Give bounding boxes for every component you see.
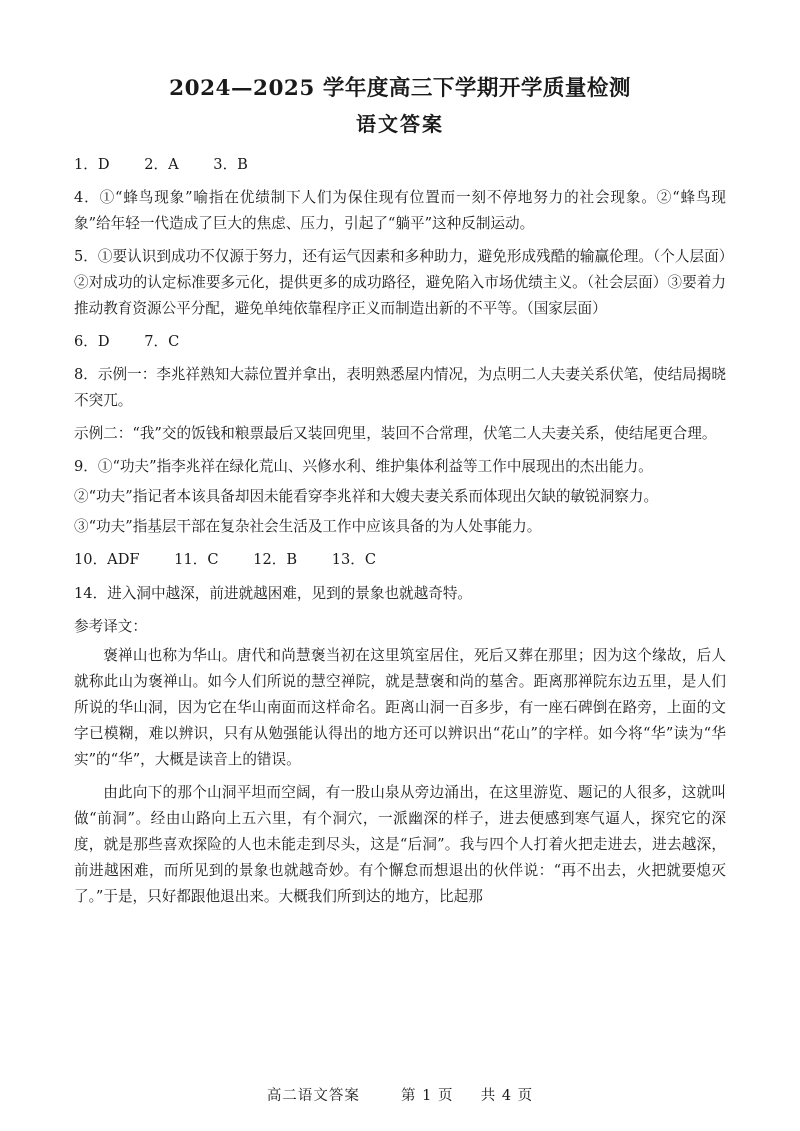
answer-q8-line2: 示例二：“我”交的饭钱和粮票最后又装回兜里，装回不合常理，伏笔二人夫妻关系，使结尾更合理。 (74, 425, 717, 443)
answer-q14: 14．进入洞中越深，前进就越困难，见到的景象也就越奇特。 (74, 584, 473, 602)
answer-item: 13．C (331, 551, 377, 569)
answer-item: 10．ADF (74, 551, 140, 569)
answer-item: 12．B (253, 551, 298, 569)
answer-item: 11．C (174, 551, 219, 569)
footer-page-number: 第 1 页 (401, 1088, 454, 1104)
answer-item: 7．C (144, 333, 180, 351)
translation-paragraph-2: 由此向下的那个山洞平坦而空阔，有一股山泉从旁边涌出，在这里游览、题记的人很多，这就叫做“前洞”。经由山路向上五六里，有个洞穴，一派幽深的样子，进去便感到寒气逼人，探究它的深度，就是那些喜欢探险的人也未能走到尽头，这是“后洞”。我与四个人打着火把走进去，进去越深，前进越困难，而所见到的景象也就越奇妙。有个懈怠而想退出的伙伴说：“再不出去，火把就要熄灭了。”于是，只好都跟他退出来。大概我们所到达的地方，比起那 (74, 784, 726, 906)
answer-row-1 (74, 152, 726, 178)
answer-q4: 4．①“蜂鸟现象”喻指在优绩制下人们为保住现有位置而一刻不停地努力的社会现象。②“蜂鸟现象”给年轻一代造成了巨大的焦虑、压力，引起了“躺平”这种反制运动。 (74, 189, 726, 233)
translation-paragraph-1: 褒禅山也称为华山。唐代和尚慧褒当初在这里筑室居住，死后又葬在那里；因为这个缘故，后人就称此山为褒禅山。如今人们所说的慧空禅院，就是慧褒和尚的墓舍。距离那禅院东边五里，是人们所说的华山洞，因为它在华山南面而这样命名。距离山洞一百多步，有一座石碑倒在路旁，上面的文字已模糊，难以辨识，只有从勉强能认得出的地方还可以辨识出“花山”的字样。如今将“华”读为“华实”的“华”，大概是读音上的错误。 (74, 647, 726, 769)
answer-item: 1．D (74, 156, 110, 174)
footer-page-total: 共 4 页 (480, 1088, 534, 1104)
answer-q9-line3: ③“功夫”指基层干部在复杂社会生活及工作中应该具备的为人处事能力。 (74, 518, 542, 536)
answer-item: 6．D (74, 333, 110, 351)
answer-item: 3．B (213, 156, 248, 174)
answer-item: 2．A (144, 156, 179, 174)
translation-label: 参考译文： (74, 617, 147, 635)
answer-q8-line1: 8．示例一：李兆祥熟知大蒜位置并拿出，表明熟悉屋内情况，为点明二人夫妻关系伏笔，使结局揭晓不突兀。 (74, 366, 726, 410)
answer-row-3 (74, 547, 726, 573)
page-subtitle: 语文答案 (356, 112, 444, 137)
page-title: 2024—2025 学年度高三下学期开学质量检测 (169, 76, 631, 101)
answer-q5: 5．①要认识到成功不仅源于努力，还有运气因素和多种助力，避免形成残酷的输赢伦理。（个人层面）②对成功的认定标准要多元化，提供更多的成功路径，避免陷入市场优绩主义。（社会层面）③要着力推动教育资源公平分配，避免单纯依靠程序正义而制造出新的不平等。（国家层面） (74, 248, 726, 318)
page-footer (0, 1084, 800, 1105)
answer-row-2 (74, 329, 726, 355)
footer-title: 高二语文答案 (266, 1088, 360, 1104)
answer-q9-line1: 9．①“功夫”指李兆祥在绿化荒山、兴修水利、维护集体利益等工作中展现出的杰出能力。 (74, 458, 653, 476)
answer-q9-line2: ②“功夫”指记者本该具备却因未能看穿李兆祥和大嫂夫妻关系而体现出欠缺的敏锐洞察力。 (74, 488, 659, 506)
